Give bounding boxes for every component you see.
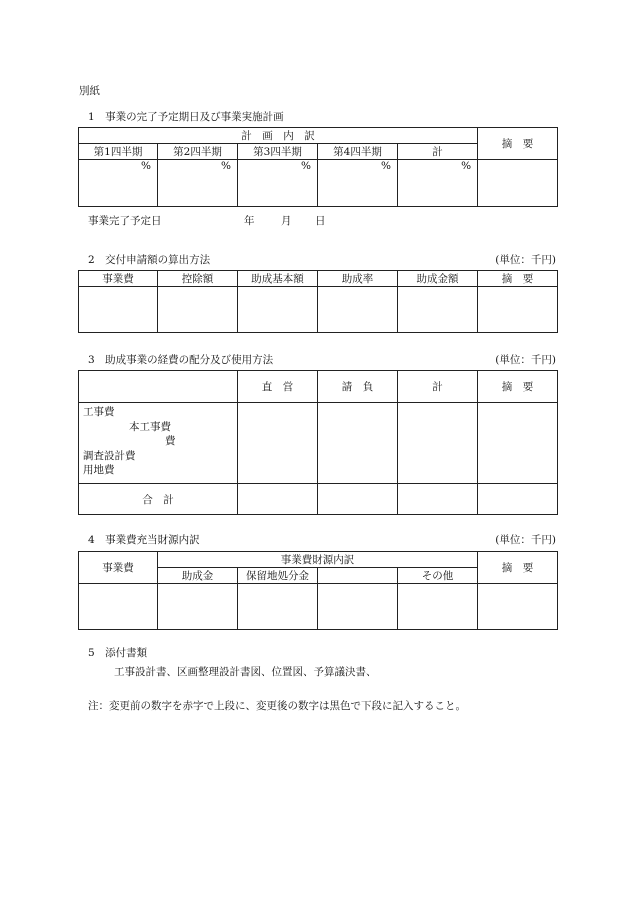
col-q4: 第4四半期 (318, 144, 398, 160)
subsidy-rate-cell[interactable] (318, 287, 398, 333)
col-project-cost: 事業費 (79, 271, 158, 287)
percent-sign: % (461, 160, 472, 172)
item-main-construction: 本工事費 (129, 420, 171, 433)
section3-unit: (単位：千円) (495, 354, 556, 366)
total-label: 合 計 (79, 484, 238, 515)
reserved-land-cell[interactable] (238, 584, 318, 630)
remarks-cell[interactable] (478, 584, 558, 630)
completion-day-label: 日 (315, 215, 326, 227)
section4-title: 4 事業費充当財源内訳 (88, 534, 200, 546)
item-construction: 工事費 (83, 406, 115, 418)
sum-cell[interactable] (398, 403, 478, 484)
col-remarks: 摘 要 (478, 371, 558, 403)
percent-sign: % (381, 160, 391, 172)
col-base-amount: 助成基本額 (238, 271, 318, 287)
contract-cell[interactable] (318, 403, 398, 484)
col-q2: 第2四半期 (158, 144, 238, 160)
total-direct-cell[interactable] (238, 484, 318, 515)
allocation-corner-cell (79, 371, 238, 403)
subsidy-amount-cell[interactable] (398, 287, 478, 333)
item-survey-design: 調査設計費 (83, 449, 136, 462)
q2-percent-cell[interactable] (158, 160, 238, 207)
col-q1: 第1四半期 (79, 144, 158, 160)
attached-documents-list: 工事設計書、区画整理設計書図、位置図、予算議決書、 (114, 666, 377, 678)
plan-remarks-header: 摘 要 (478, 128, 558, 160)
col-blank (318, 568, 398, 584)
expense-items-cell (79, 403, 238, 484)
section4-unit: (単位：千円) (495, 534, 556, 546)
total-remarks-cell[interactable] (478, 484, 558, 515)
col-direct: 直 営 (238, 371, 318, 403)
funding-table (78, 551, 558, 630)
total-sum-cell[interactable] (398, 484, 478, 515)
deduction-cell[interactable] (158, 287, 238, 333)
remarks-cell[interactable] (478, 403, 558, 484)
col-other: その他 (398, 568, 478, 584)
plan-header: 計 画 内 訳 (79, 128, 478, 144)
q4-percent-cell[interactable] (318, 160, 398, 207)
col-subsidy-amount: 助成金額 (398, 271, 478, 287)
percent-sign: % (221, 160, 231, 172)
percent-sign: % (301, 160, 311, 172)
col-sum: 計 (398, 371, 478, 403)
base-amount-cell[interactable] (238, 287, 318, 333)
blank-cell[interactable] (318, 584, 398, 630)
section5-title: 5 添付書類 (88, 647, 148, 659)
plan-table (78, 127, 558, 207)
col-remarks: 摘 要 (478, 271, 558, 287)
completion-month-label: 月 (281, 215, 292, 227)
col-remarks: 摘 要 (478, 552, 558, 584)
breakdown-header: 事業費財源内訳 (158, 552, 478, 568)
total-contract-cell[interactable] (318, 484, 398, 515)
col-deduction: 控除額 (158, 271, 238, 287)
col-q3: 第3四半期 (238, 144, 318, 160)
col-reserved-land: 保留地処分金 (238, 568, 318, 584)
plan-remarks-cell[interactable] (478, 160, 558, 207)
project-cost-cell[interactable] (79, 287, 158, 333)
item-expense: 費 (165, 435, 176, 447)
calculation-table (78, 270, 558, 333)
completion-date-label: 事業完了予定日 (88, 215, 162, 227)
project-cost-cell[interactable] (79, 584, 158, 630)
q1-percent-cell[interactable] (79, 160, 158, 207)
completion-year-label: 年 (244, 215, 255, 227)
col-subsidy: 助成金 (158, 568, 238, 584)
percent-sign: % (141, 160, 151, 172)
other-cell[interactable] (398, 584, 478, 630)
section1-title: 1 事業の完了予定期日及び事業実施計画 (88, 111, 284, 123)
col-contract: 請 負 (318, 371, 398, 403)
subsidy-cell[interactable] (158, 584, 238, 630)
direct-cell[interactable] (238, 403, 318, 484)
q3-percent-cell[interactable] (238, 160, 318, 207)
item-land: 用地費 (83, 464, 115, 476)
section2-unit: (単位：千円) (495, 254, 556, 266)
col-subsidy-rate: 助成率 (318, 271, 398, 287)
total-percent-cell[interactable] (398, 160, 478, 207)
attachment-label: 別紙 (79, 85, 100, 97)
col-total: 計 (398, 144, 478, 160)
col-project-cost: 事業費 (79, 552, 158, 584)
note-text: 注：変更前の数字を赤字で上段に、変更後の数字は黒色で下段に記入すること。 (88, 700, 466, 712)
section2-title: 2 交付申請額の算出方法 (88, 254, 211, 266)
section3-title: 3 助成事業の経費の配分及び使用方法 (88, 354, 274, 366)
remarks-cell[interactable] (478, 287, 558, 333)
allocation-table (78, 370, 558, 515)
